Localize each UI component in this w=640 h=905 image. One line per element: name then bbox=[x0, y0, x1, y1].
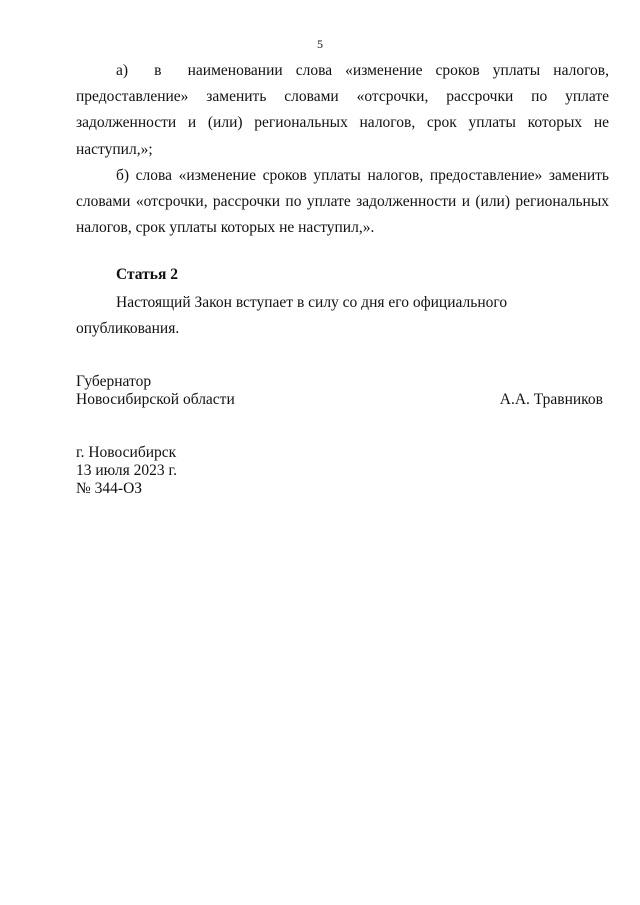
article-2-title: Статья 2 bbox=[116, 266, 178, 283]
law-number: № 344-ОЗ bbox=[76, 480, 143, 497]
signatory-name: А.А. Травников bbox=[499, 391, 603, 408]
place-date-block bbox=[76, 444, 177, 498]
article-2-body: Настоящий Закон вступает в силу со дня его официального опубликования. bbox=[76, 294, 508, 337]
amendment-b bbox=[76, 163, 609, 242]
place-city: г. Новосибирск bbox=[76, 444, 177, 461]
page-number: 5 bbox=[317, 37, 323, 51]
amendment-a bbox=[76, 58, 609, 163]
amendment-b-text: б) слова «изменение сроков уплаты налогов, предоставление» заменить словами «отсрочки, рассрочки по уплате задолженности и (или) региональных налогов, срок уплаты которых не наступил,». bbox=[76, 167, 609, 237]
signature-block bbox=[76, 373, 603, 409]
place-date: 13 июля 2023 г. bbox=[76, 462, 177, 479]
signature-position-line2: Новосибирской области bbox=[76, 391, 235, 408]
signature-position-line1: Губернатор bbox=[76, 373, 152, 390]
amendment-a-text: а) в наименовании слова «изменение сроков уплаты налогов, предоставление» заменить словами «отсрочки, рассрочки по уплате задолженности и (или) региональных налогов, срок уплаты которых не наступил,»; bbox=[76, 62, 609, 158]
signature-row bbox=[76, 391, 603, 409]
